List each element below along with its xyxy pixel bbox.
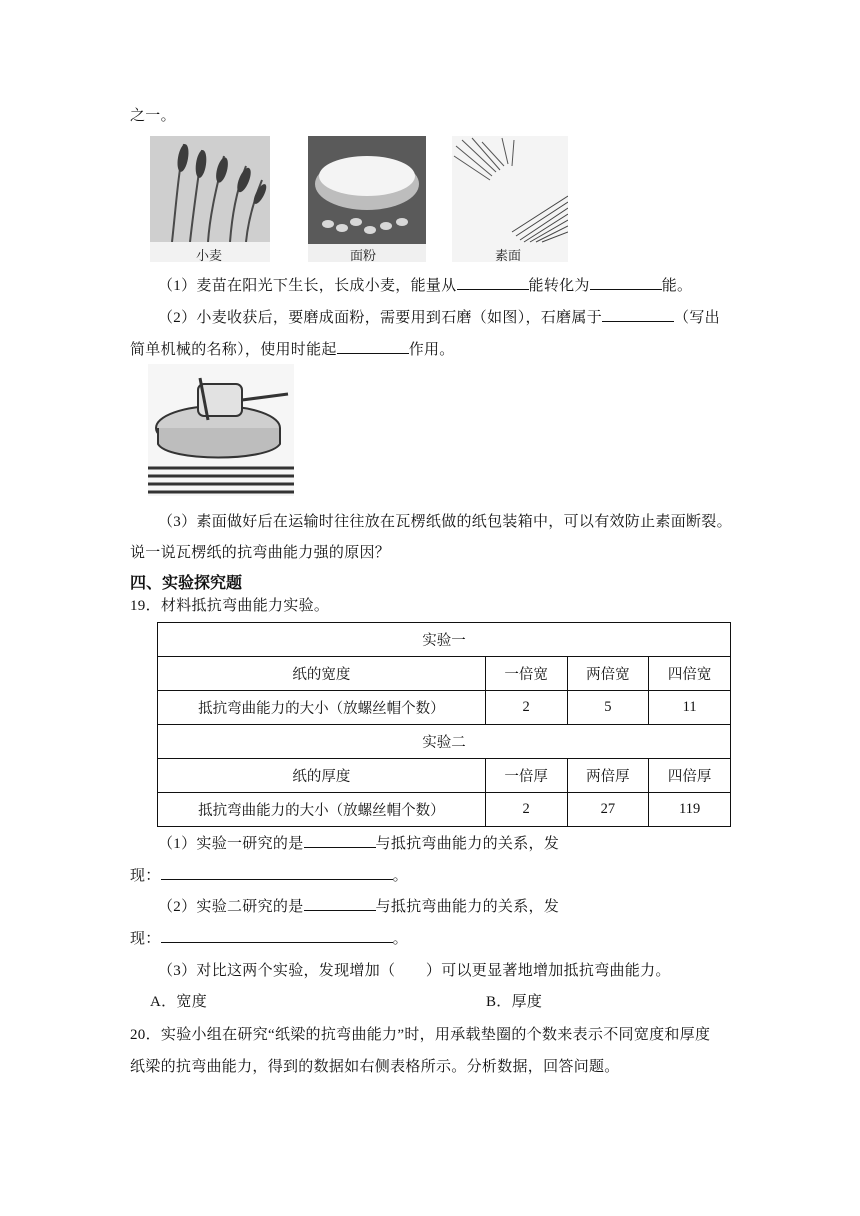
table-cell: 纸的宽度 (158, 657, 486, 691)
exp1-title: 实验一 (158, 623, 731, 657)
option-a[interactable]: A．宽度 (150, 994, 208, 1010)
table-row (158, 759, 731, 793)
q19-sub1-line2: 现： 。 (130, 864, 408, 885)
q19-sub1-line1: （1）实验一研究的是 与抵抗弯曲能力的关系，发 (158, 832, 559, 853)
answer-blank[interactable] (304, 832, 376, 848)
section-title: 四、实验探究题 (130, 573, 243, 592)
table-cell: 抵抗弯曲能力的大小（放螺丝帽个数） (158, 793, 486, 827)
option-b[interactable]: B．厚度 (486, 994, 543, 1010)
q20-line1: 20．实验小组在研究“纸梁的抗弯曲能力”时，用承载垫圈的个数来表示不同宽度和厚度 (130, 1027, 711, 1043)
experiment-table (157, 622, 731, 827)
answer-blank[interactable] (161, 927, 393, 943)
table-cell: 119 (649, 793, 731, 827)
q18-sub1: （1）麦苗在阳光下生长，长成小麦，能量从 能转化为 能。 (158, 274, 692, 295)
q19-sub3: （3）对比这两个实验，发现增加（ ）可以更显著地增加抵抗弯曲能力。 (158, 963, 671, 979)
exp2-title: 实验二 (158, 725, 731, 759)
noodle-caption: 素面 (495, 248, 522, 263)
q19-sub2-line1: （2）实验二研究的是 与抵抗弯曲能力的关系，发 (158, 895, 559, 916)
answer-blank[interactable] (602, 306, 674, 322)
q20-line2: 纸梁的抗弯曲能力，得到的数据如右侧表格所示。分析数据，回答问题。 (130, 1059, 620, 1075)
answer-blank[interactable] (590, 274, 662, 290)
table-cell: 5 (567, 691, 649, 725)
wheat-caption: 小麦 (196, 248, 223, 263)
table-cell: 2 (485, 793, 567, 827)
table-cell: 11 (649, 691, 731, 725)
table-row (158, 793, 731, 827)
q19-title: 19．材料抵抗弯曲能力实验。 (130, 598, 330, 614)
answer-blank[interactable] (457, 274, 529, 290)
table-cell: 四倍宽 (649, 657, 731, 691)
table-cell: 2 (485, 691, 567, 725)
table-row (158, 691, 731, 725)
table-cell: 四倍厚 (649, 759, 731, 793)
flour-image (308, 136, 426, 262)
wheat-image (150, 136, 270, 262)
answer-blank[interactable] (161, 864, 393, 880)
q18-sub3-line2: 说一说瓦楞纸的抗弯曲能力强的原因？ (130, 545, 391, 561)
answer-blank[interactable] (304, 895, 376, 911)
q18-sub2-line2: 简单机械的名称），使用时能起 作用。 (130, 338, 455, 359)
table-row (158, 623, 731, 657)
q19-sub2-line2: 现： 。 (130, 927, 408, 948)
table-cell: 一倍宽 (485, 657, 567, 691)
table-cell: 27 (567, 793, 649, 827)
noodle-image (452, 136, 568, 262)
q18-sub2-line1: （2）小麦收获后，要磨成面粉，需要用到石磨（如图），石磨属于 （写出 (158, 306, 720, 327)
stone-mill-image (148, 364, 294, 496)
answer-blank[interactable] (337, 338, 409, 354)
table-row (158, 657, 731, 691)
table-cell: 抵抗弯曲能力的大小（放螺丝帽个数） (158, 691, 486, 725)
flour-caption: 面粉 (350, 248, 377, 263)
table-cell: 两倍厚 (567, 759, 649, 793)
table-cell: 一倍厚 (485, 759, 567, 793)
intro-tail: 之一。 (130, 108, 176, 124)
table-row (158, 725, 731, 759)
q18-sub3-line1: （3）素面做好后在运输时往往放在瓦楞纸做的纸包装箱中，可以有效防止素面断裂。 (158, 514, 732, 530)
table-cell: 两倍宽 (567, 657, 649, 691)
table-cell: 纸的厚度 (158, 759, 486, 793)
